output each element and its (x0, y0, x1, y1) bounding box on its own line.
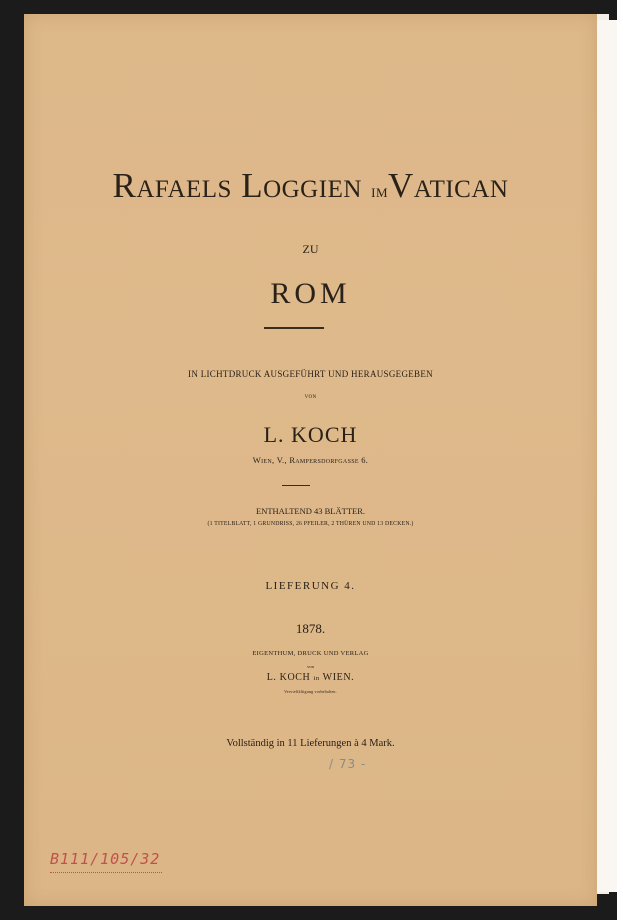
publisher-in: in (313, 675, 320, 682)
publisher-line (24, 672, 597, 683)
eigenthum-line: EIGENTHUM, DRUCK UND VERLAG (252, 650, 369, 657)
price-line: Vollständig in 11 Lieferungen à 4 Mark. (226, 738, 395, 749)
lieferung-number: 4. (344, 580, 356, 592)
year: 1878. (295, 621, 326, 636)
von-label: VON (304, 395, 317, 400)
title-im: im (371, 181, 389, 201)
author-name: L. KOCH (263, 422, 358, 447)
title-end: Vatican (388, 166, 509, 205)
lieferung-label: LIEFERUNG (265, 580, 341, 592)
rights-reserved: Vervielfältigung vorbehalten. (284, 689, 337, 694)
title-zu: zu (302, 238, 319, 257)
lichtdruck-line: IN LICHTDRUCK AUSGEFÜHRT UND HERAUSGEGEBEN (188, 369, 433, 379)
publisher-name: L. KOCH (266, 672, 311, 683)
von-label-2: von (307, 664, 314, 669)
book-cover (24, 14, 597, 906)
title-rom: ROM (270, 277, 351, 310)
lieferung-line (24, 580, 597, 592)
divider-rule (264, 327, 324, 329)
pencil-annotation: / 73 - (329, 757, 367, 771)
title-main: Rafaels Loggien (112, 166, 362, 205)
contents-line: ENTHALTEND 43 BLÄTTER. (256, 506, 365, 516)
contents-detail: (1 TITELBLATT, 1 GRUNDRISS, 26 PFEILER, 2 THÜREN UND 13 DECKEN.) (207, 521, 414, 527)
author-address: Wien, V., Rampersdorfgasse 6. (252, 455, 369, 465)
library-stamp: B111/105/32 (50, 850, 162, 873)
divider-rule-small (282, 485, 310, 486)
publisher-city: WIEN. (322, 672, 355, 683)
cover-title (24, 166, 597, 206)
